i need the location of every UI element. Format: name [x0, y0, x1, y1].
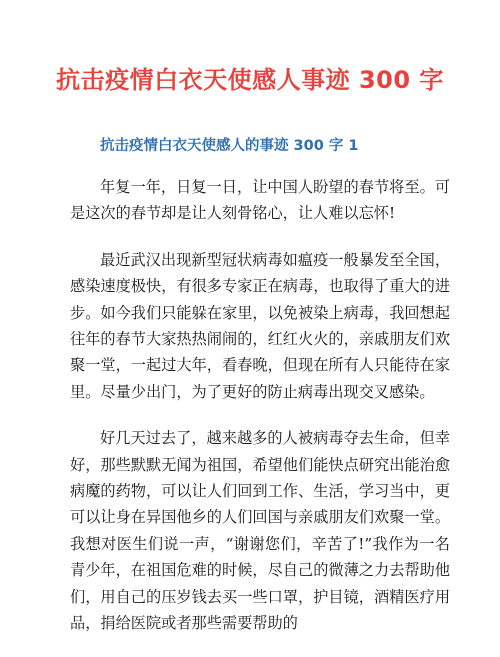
paragraph-2: 最近武汉出现新型冠状病毒如瘟疫一般暴发至全国，感染速度极快，有很多专家正在病毒，也取得了重大的进步。如今我们只能躲在家里，以免被染上病毒，我回想起往年的春节大家热热闹闹的，红红火火的，亲戚朋友们欢聚一堂，一起过大年，看春晚，但现在所有人只能待在家里。尽量少出门，为了更好的防止病毒出现交叉感染。	[70, 250, 450, 401]
paragraph-1: 年复一年，日复一日，让中国人盼望的春节将至。可是这次的春节却是让人刻骨铭心，让人难以忘怀!	[70, 178, 450, 223]
paragraph-3: 好几天过去了，越来越多的人被病毒夺去生命，但幸好，那些默默无闻为祖国，希望他们能快点研究出能治愈病魔的药物，可以让人们回到工作、生活，学习当中，更可以让身在异国他乡的人们回国与亲戚朋友们欢聚一堂。我想对医生们说一声，“谢谢您们，辛苦了!”我作为一名青少年，在祖国危难的时候，尽自己的微薄之力去帮助他们，用自己的压岁钱去买一些口罩，护目镜，酒精医疗用品，捐给医院或者那些需要帮助的	[70, 429, 450, 633]
section-heading: 抗击疫情白衣天使感人的事迹 300 字 1	[100, 138, 359, 154]
page-title: 抗击疫情白衣天使感人事迹 300 字	[56, 66, 444, 94]
article-body	[70, 174, 450, 657]
